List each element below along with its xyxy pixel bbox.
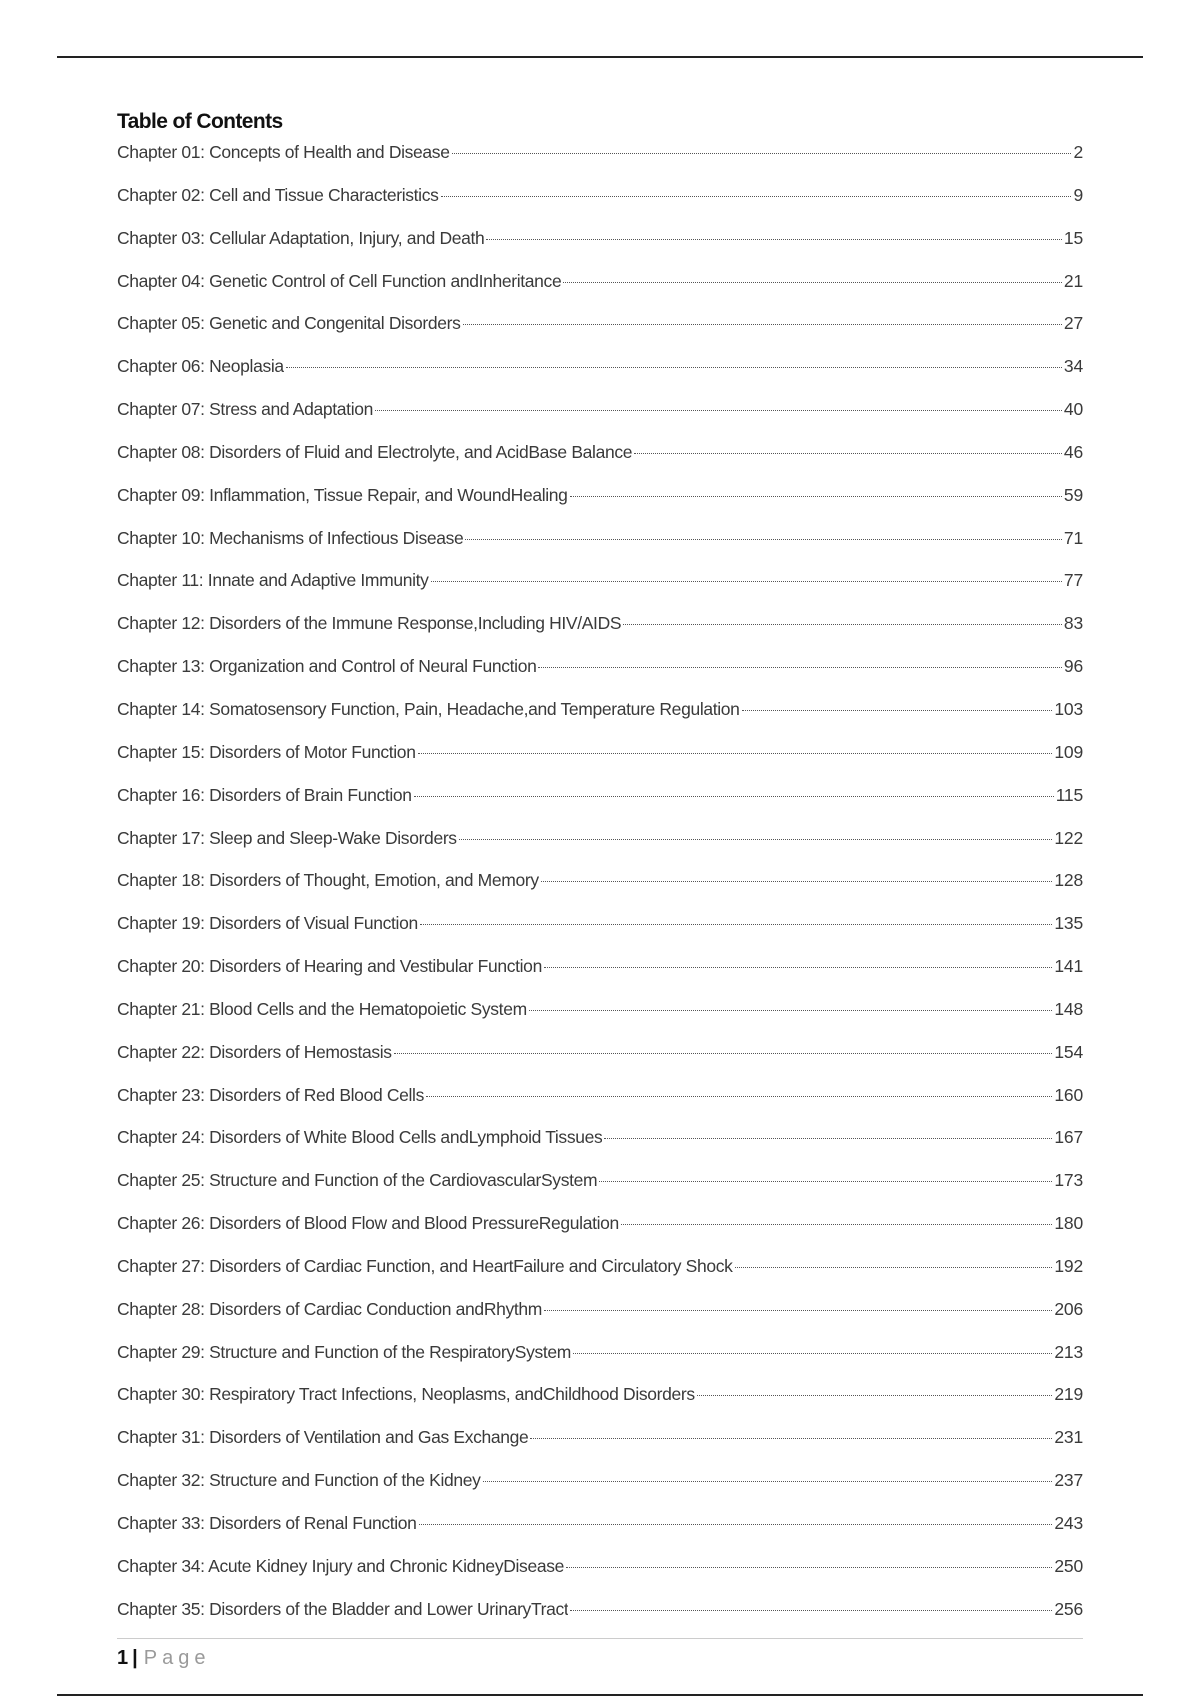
dot-leader — [563, 282, 1062, 283]
toc-entry-label: Chapter 17: Sleep and Sleep-Wake Disorders — [117, 827, 457, 848]
toc-entry[interactable] — [117, 1040, 1083, 1083]
table-of-contents — [117, 108, 1083, 1640]
toc-entry-label: Chapter 04: Genetic Control of Cell Function andInheritance — [117, 270, 562, 291]
dot-leader — [452, 153, 1072, 154]
toc-entry[interactable] — [117, 269, 1083, 312]
toc-entry[interactable] — [117, 1125, 1083, 1168]
toc-entry-page-number: 231 — [1054, 1427, 1083, 1448]
toc-entry-label: Chapter 01: Concepts of Health and Disease — [117, 142, 450, 162]
toc-entry-label: Chapter 26: Disorders of Blood Flow and Blood PressureRegulation — [117, 1213, 619, 1234]
dot-leader — [431, 581, 1062, 582]
toc-entry-page-number: 237 — [1054, 1470, 1083, 1491]
dot-leader — [420, 924, 1053, 925]
toc-entry-label: Chapter 16: Disorders of Brain Function — [117, 784, 412, 805]
toc-entry-page-number: 135 — [1054, 913, 1083, 934]
toc-entry[interactable] — [117, 440, 1083, 483]
dot-leader — [538, 667, 1061, 668]
toc-entry[interactable] — [117, 397, 1083, 440]
toc-entry-page-number: 128 — [1054, 870, 1083, 891]
dot-leader — [735, 1267, 1053, 1268]
dot-leader — [414, 796, 1054, 797]
toc-entry-label: Chapter 10: Mechanisms of Infectious Disease — [117, 527, 464, 548]
toc-entry-page-number: 27 — [1063, 313, 1083, 334]
toc-entry[interactable] — [117, 740, 1083, 783]
toc-entry[interactable] — [117, 483, 1083, 526]
dot-leader — [544, 1310, 1052, 1311]
toc-entry-label: Chapter 12: Disorders of the Immune Response,Including HIV/AIDS — [117, 613, 622, 634]
toc-entry[interactable] — [117, 1554, 1083, 1597]
toc-entry-page-number: 34 — [1063, 356, 1083, 377]
toc-entry-page-number: 206 — [1054, 1298, 1083, 1319]
toc-entry-label: Chapter 27: Disorders of Cardiac Function, and HeartFailure and Circulatory Shock — [117, 1255, 733, 1276]
dot-leader — [541, 881, 1053, 882]
toc-entry-page-number: 77 — [1063, 570, 1083, 591]
toc-entry-page-number: 9 — [1073, 184, 1083, 205]
dot-leader — [463, 324, 1062, 325]
toc-entry[interactable] — [117, 1297, 1083, 1340]
toc-entry-label: Chapter 05: Genetic and Congenital Disorders — [117, 313, 461, 334]
toc-entry[interactable] — [117, 697, 1083, 740]
toc-entry-label: Chapter 15: Disorders of Motor Function — [117, 741, 416, 762]
dot-leader — [375, 410, 1062, 411]
footer-separator: | — [132, 1647, 138, 1669]
toc-entry-page-number: 115 — [1055, 784, 1083, 805]
toc-entry-label: Chapter 13: Organization and Control of Neural Function — [117, 656, 537, 677]
toc-entry[interactable] — [117, 868, 1083, 911]
footer-page-label: Page — [143, 1647, 211, 1669]
toc-entry-page-number: 160 — [1054, 1084, 1083, 1105]
toc-entry[interactable] — [117, 568, 1083, 611]
toc-entry-page-number: 256 — [1054, 1598, 1083, 1619]
toc-entry-label: Chapter 06: Neoplasia — [117, 356, 284, 377]
toc-entry[interactable] — [117, 1083, 1083, 1126]
toc-entry-page-number: 2 — [1073, 142, 1083, 162]
toc-entry[interactable] — [117, 1211, 1083, 1254]
dot-leader — [570, 496, 1062, 497]
dot-leader — [604, 1138, 1052, 1139]
toc-entry-page-number: 46 — [1063, 441, 1083, 462]
toc-entry-label: Chapter 33: Disorders of Renal Function — [117, 1513, 417, 1533]
dot-leader — [570, 1610, 1052, 1611]
toc-entry-page-number: 59 — [1063, 484, 1083, 505]
dot-leader — [441, 196, 1072, 197]
toc-entry-page-number: 109 — [1054, 741, 1083, 762]
dot-leader — [426, 1096, 1052, 1097]
toc-entry-label: Chapter 19: Disorders of Visual Function — [117, 913, 418, 934]
toc-entry[interactable] — [117, 611, 1083, 654]
dot-leader — [418, 753, 1053, 754]
toc-entry-label: Chapter 31: Disorders of Ventilation and Gas Exchange — [117, 1427, 529, 1448]
dot-leader — [465, 539, 1061, 540]
toc-entry-label: Chapter 34: Acute Kidney Injury and Chronic KidneyDisease — [117, 1555, 564, 1576]
dot-leader — [634, 453, 1062, 454]
toc-entry-label: Chapter 14: Somatosensory Function, Pain, Headache,and Temperature Regulation — [117, 698, 740, 719]
toc-entry[interactable] — [117, 1168, 1083, 1211]
dot-leader — [566, 1567, 1052, 1568]
toc-entry-page-number: 40 — [1063, 399, 1083, 420]
dot-leader — [286, 367, 1062, 368]
toc-entry-label: Chapter 32: Structure and Function of the Kidney — [117, 1470, 481, 1491]
toc-entry[interactable] — [117, 1511, 1083, 1554]
dot-leader — [623, 624, 1062, 625]
toc-entry-page-number: 167 — [1054, 1127, 1083, 1148]
dot-leader — [486, 239, 1062, 240]
toc-entry[interactable] — [117, 140, 1083, 183]
toc-entry[interactable] — [117, 1340, 1083, 1383]
toc-entry[interactable] — [117, 183, 1083, 226]
toc-entry-page-number: 173 — [1054, 1170, 1083, 1191]
toc-entry[interactable] — [117, 826, 1083, 869]
toc-entry-label: Chapter 21: Blood Cells and the Hematopoietic System — [117, 998, 527, 1019]
toc-entry-label: Chapter 09: Inflammation, Tissue Repair, and WoundHealing — [117, 484, 568, 505]
dot-leader — [419, 1524, 1053, 1525]
toc-entry-label: Chapter 08: Disorders of Fluid and Electrolyte, and AcidBase Balance — [117, 441, 633, 462]
toc-entry[interactable] — [117, 354, 1083, 397]
toc-entry-page-number: 141 — [1054, 956, 1083, 977]
toc-entry[interactable] — [117, 783, 1083, 826]
page-top-rule — [57, 56, 1143, 58]
toc-entry-list — [117, 140, 1083, 1640]
toc-entry[interactable] — [117, 1425, 1083, 1468]
dot-leader — [697, 1395, 1053, 1396]
dot-leader — [573, 1353, 1052, 1354]
toc-entry[interactable] — [117, 1254, 1083, 1297]
toc-entry-label: Chapter 25: Structure and Function of the CardiovascularSystem — [117, 1170, 598, 1191]
toc-entry[interactable] — [117, 997, 1083, 1040]
toc-entry-label: Chapter 28: Disorders of Cardiac Conduction andRhythm — [117, 1298, 543, 1319]
toc-entry-label: Chapter 18: Disorders of Thought, Emotion, and Memory — [117, 870, 539, 891]
toc-entry-label: Chapter 22: Disorders of Hemostasis — [117, 1041, 392, 1062]
toc-entry-page-number: 148 — [1054, 998, 1083, 1019]
dot-leader — [742, 710, 1053, 711]
toc-entry-page-number: 21 — [1063, 270, 1083, 291]
toc-entry[interactable] — [117, 954, 1083, 997]
toc-entry-label: Chapter 07: Stress and Adaptation — [117, 399, 373, 420]
toc-entry-page-number: 180 — [1054, 1213, 1083, 1234]
toc-entry[interactable] — [117, 1468, 1083, 1511]
toc-entry[interactable] — [117, 911, 1083, 954]
toc-entry-page-number: 243 — [1054, 1513, 1083, 1533]
toc-entry-page-number: 219 — [1054, 1384, 1083, 1405]
dot-leader — [394, 1053, 1053, 1054]
toc-entry-page-number: 250 — [1054, 1555, 1083, 1576]
toc-entry[interactable] — [117, 1382, 1083, 1425]
toc-entry[interactable] — [117, 526, 1083, 569]
toc-entry[interactable] — [117, 1597, 1083, 1640]
toc-entry-label: Chapter 29: Structure and Function of the RespiratorySystem — [117, 1341, 572, 1362]
toc-entry-label: Chapter 30: Respiratory Tract Infections, Neoplasms, andChildhood Disorders — [117, 1384, 695, 1405]
dot-leader — [459, 839, 1053, 840]
toc-entry-page-number: 213 — [1054, 1341, 1083, 1362]
page-footer — [117, 1644, 210, 1672]
toc-entry-label: Chapter 20: Disorders of Hearing and Vestibular Function — [117, 956, 542, 977]
toc-entry-label: Chapter 24: Disorders of White Blood Cells andLymphoid Tissues — [117, 1127, 603, 1148]
page-bottom-rule — [57, 1694, 1143, 1696]
toc-entry-page-number: 71 — [1063, 527, 1083, 548]
dot-leader — [483, 1481, 1053, 1482]
toc-entry-page-number: 96 — [1063, 656, 1083, 677]
toc-entry-label: Chapter 35: Disorders of the Bladder and Lower UrinaryTract — [117, 1598, 569, 1619]
toc-entry-label: Chapter 11: Innate and Adaptive Immunity — [117, 570, 429, 591]
dot-leader — [529, 1010, 1053, 1011]
toc-entry-page-number: 122 — [1054, 827, 1083, 848]
dot-leader — [599, 1181, 1052, 1182]
dot-leader — [530, 1438, 1052, 1439]
dot-leader — [544, 967, 1052, 968]
toc-entry-label: Chapter 03: Cellular Adaptation, Injury, and Death — [117, 227, 485, 248]
toc-entry-page-number: 154 — [1054, 1041, 1083, 1062]
footer-rule — [117, 1638, 1083, 1639]
toc-entry-page-number: 103 — [1054, 698, 1083, 719]
toc-entry-page-number: 83 — [1063, 613, 1083, 634]
toc-entry-label: Chapter 23: Disorders of Red Blood Cells — [117, 1084, 424, 1105]
toc-entry[interactable] — [117, 654, 1083, 697]
toc-entry[interactable] — [117, 226, 1083, 269]
toc-entry[interactable] — [117, 311, 1083, 354]
toc-entry-page-number: 15 — [1063, 227, 1083, 248]
footer-page-number: 1 — [117, 1647, 129, 1669]
toc-entry-page-number: 192 — [1054, 1255, 1083, 1276]
toc-title: Table of Contents — [117, 110, 283, 133]
toc-entry-label: Chapter 02: Cell and Tissue Characteristics — [117, 184, 439, 205]
dot-leader — [621, 1224, 1052, 1225]
